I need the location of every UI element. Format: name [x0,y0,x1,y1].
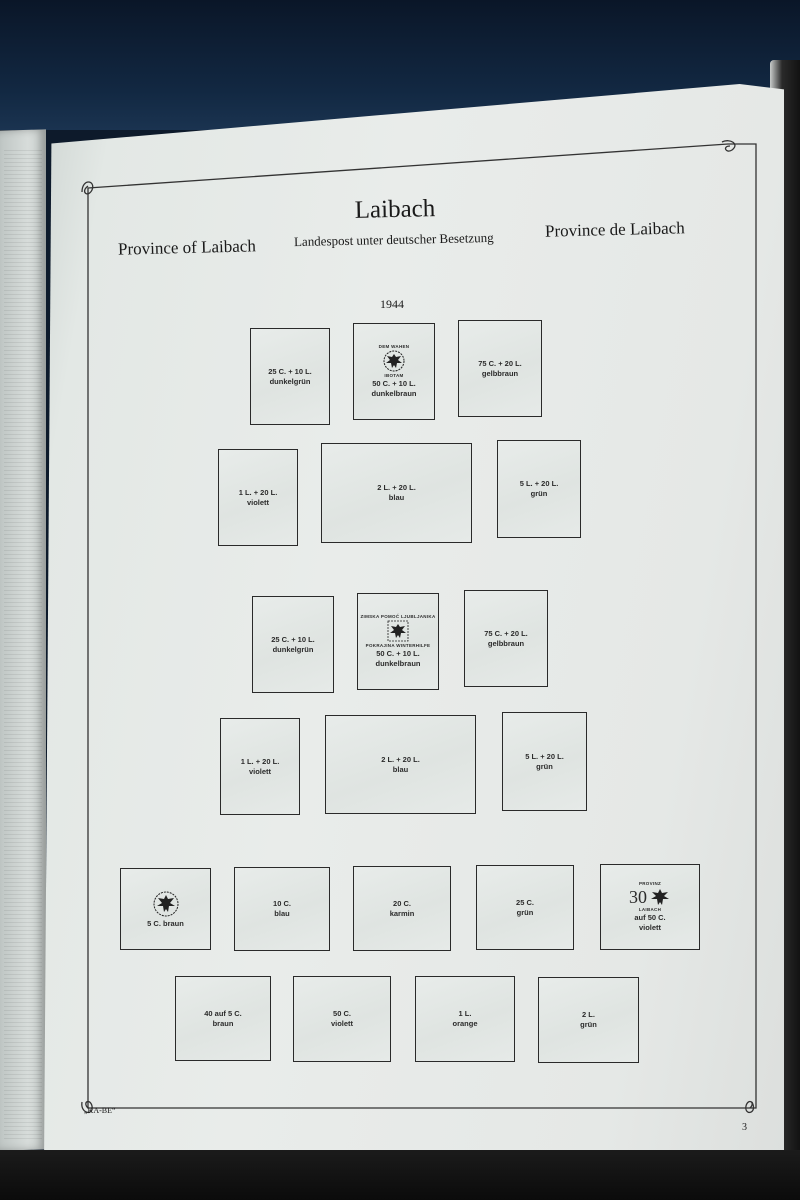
eagle-emblem-icon [649,887,671,907]
stamp-slot [415,976,515,1062]
stamp-slot [175,976,271,1061]
stamp-color: blau [388,493,405,502]
stamp-value: 5 C. braun [147,918,184,928]
issue-year: 1944 [380,297,404,311]
stamp-color: gelbbraun [481,368,519,378]
stamp-value: 50 C. [333,1009,351,1018]
stamp-slot [600,864,700,950]
header-german: Landespost unter deutscher Besetzung [293,229,494,250]
stamp-slot [357,593,439,690]
stamp-value: 1 L. + 20 L. [238,487,278,497]
stamp-inscription: DEM WAHEN [378,344,410,349]
eagle-emblem-icon [381,350,407,372]
stamp-value: 25 C. + 10 L. [271,634,315,644]
stamp-inscription: IBOTAM [384,373,404,378]
stamp-value: 2 L. [582,1010,595,1019]
stamp-color: violett [330,1019,354,1028]
stamp-color: dunkelbraun [375,659,421,668]
stamp-color: karmin [389,908,415,918]
stamp-color: dunkelgrün [269,376,311,386]
overprint [629,887,671,907]
header-english: Province of Laibach [117,236,257,259]
stamp-value: 50 C. + 10 L. [376,649,420,658]
eagle-emblem-icon [385,620,411,642]
stamp-value: 25 C. + 10 L. [268,366,312,376]
stamp-color: violett [248,766,272,776]
stamp-slot [458,320,542,417]
page-title: Laibach [354,195,436,224]
stamp-slot [325,715,476,814]
stamp-value: 50 C. + 10 L. [372,379,416,388]
stamp-value: 2 L. + 20 L. [381,754,420,764]
stamp-color: grün [536,761,553,771]
stamp-value: 5 L. + 20 L. [519,479,559,488]
stamp-color: orange [452,1019,478,1028]
stamp-value: 1 L. [458,1009,472,1018]
stamp-value: 75 C. + 20 L. [484,628,528,638]
stamp-slot [502,712,587,811]
stamp-inscription: ZIMSKA POMOĆ LJUBLJANIKA [360,614,436,619]
stamp-slot [252,596,334,693]
stamp-inscription: POKRAJINA WINTERHILFE [365,643,431,648]
bottom-shadow [0,1150,800,1200]
stamp-slot [234,867,330,951]
stamp-value: 1 L. + 20 L. [240,756,280,766]
stamp-slot [353,866,451,951]
stamp-value: 2 L. + 20 L. [377,483,416,492]
stamp-slot [538,977,639,1063]
stamp-slot [250,328,330,425]
stamp-value: 5 L. + 20 L. [525,751,564,761]
stamp-slot [293,976,391,1062]
stamp-slot [218,449,298,546]
stamp-color: grün [530,489,548,498]
publisher-code: „KA-BE“ [84,1106,116,1115]
eagle-emblem-icon [151,890,181,918]
stamp-color: violett [638,923,662,932]
stamp-value: 20 C. [393,898,411,908]
stamp-value: 40 auf 5 C. [204,1008,242,1018]
stamp-color: blau [392,764,409,774]
header-french: Province de Laibach [544,218,685,241]
stamp-slot [353,323,435,420]
overprint-value: 30 [629,887,647,907]
stamp-color: braun [212,1018,234,1028]
stamp-slot [321,443,472,543]
stamp-value: 10 C. [273,899,291,908]
stamp-color: blau [274,909,290,918]
stamp-slot [497,440,581,538]
left-page-ruling [4,150,42,1140]
stamp-slot [220,718,300,815]
stamp-color: grün [580,1020,597,1029]
stamp-color: violett [246,497,270,507]
page-number: 3 [742,1122,747,1133]
stamp-value: 25 C. [516,897,534,907]
stamp-slot [120,868,211,950]
stamp-slot [464,590,548,687]
stamp-overprint-city: LAIBACH [638,907,662,912]
stamp-color: dunkelbraun [371,389,417,398]
stamp-color: grün [516,907,534,917]
stamp-value: 75 C. + 20 L. [478,358,522,368]
stamp-overprint-province: PROVINZ [638,881,662,886]
stamp-color: gelbbraun [487,638,525,648]
stamp-color: dunkelgrün [272,644,314,654]
stamp-value: auf 50 C. [634,913,666,922]
stamp-slot [476,865,574,950]
